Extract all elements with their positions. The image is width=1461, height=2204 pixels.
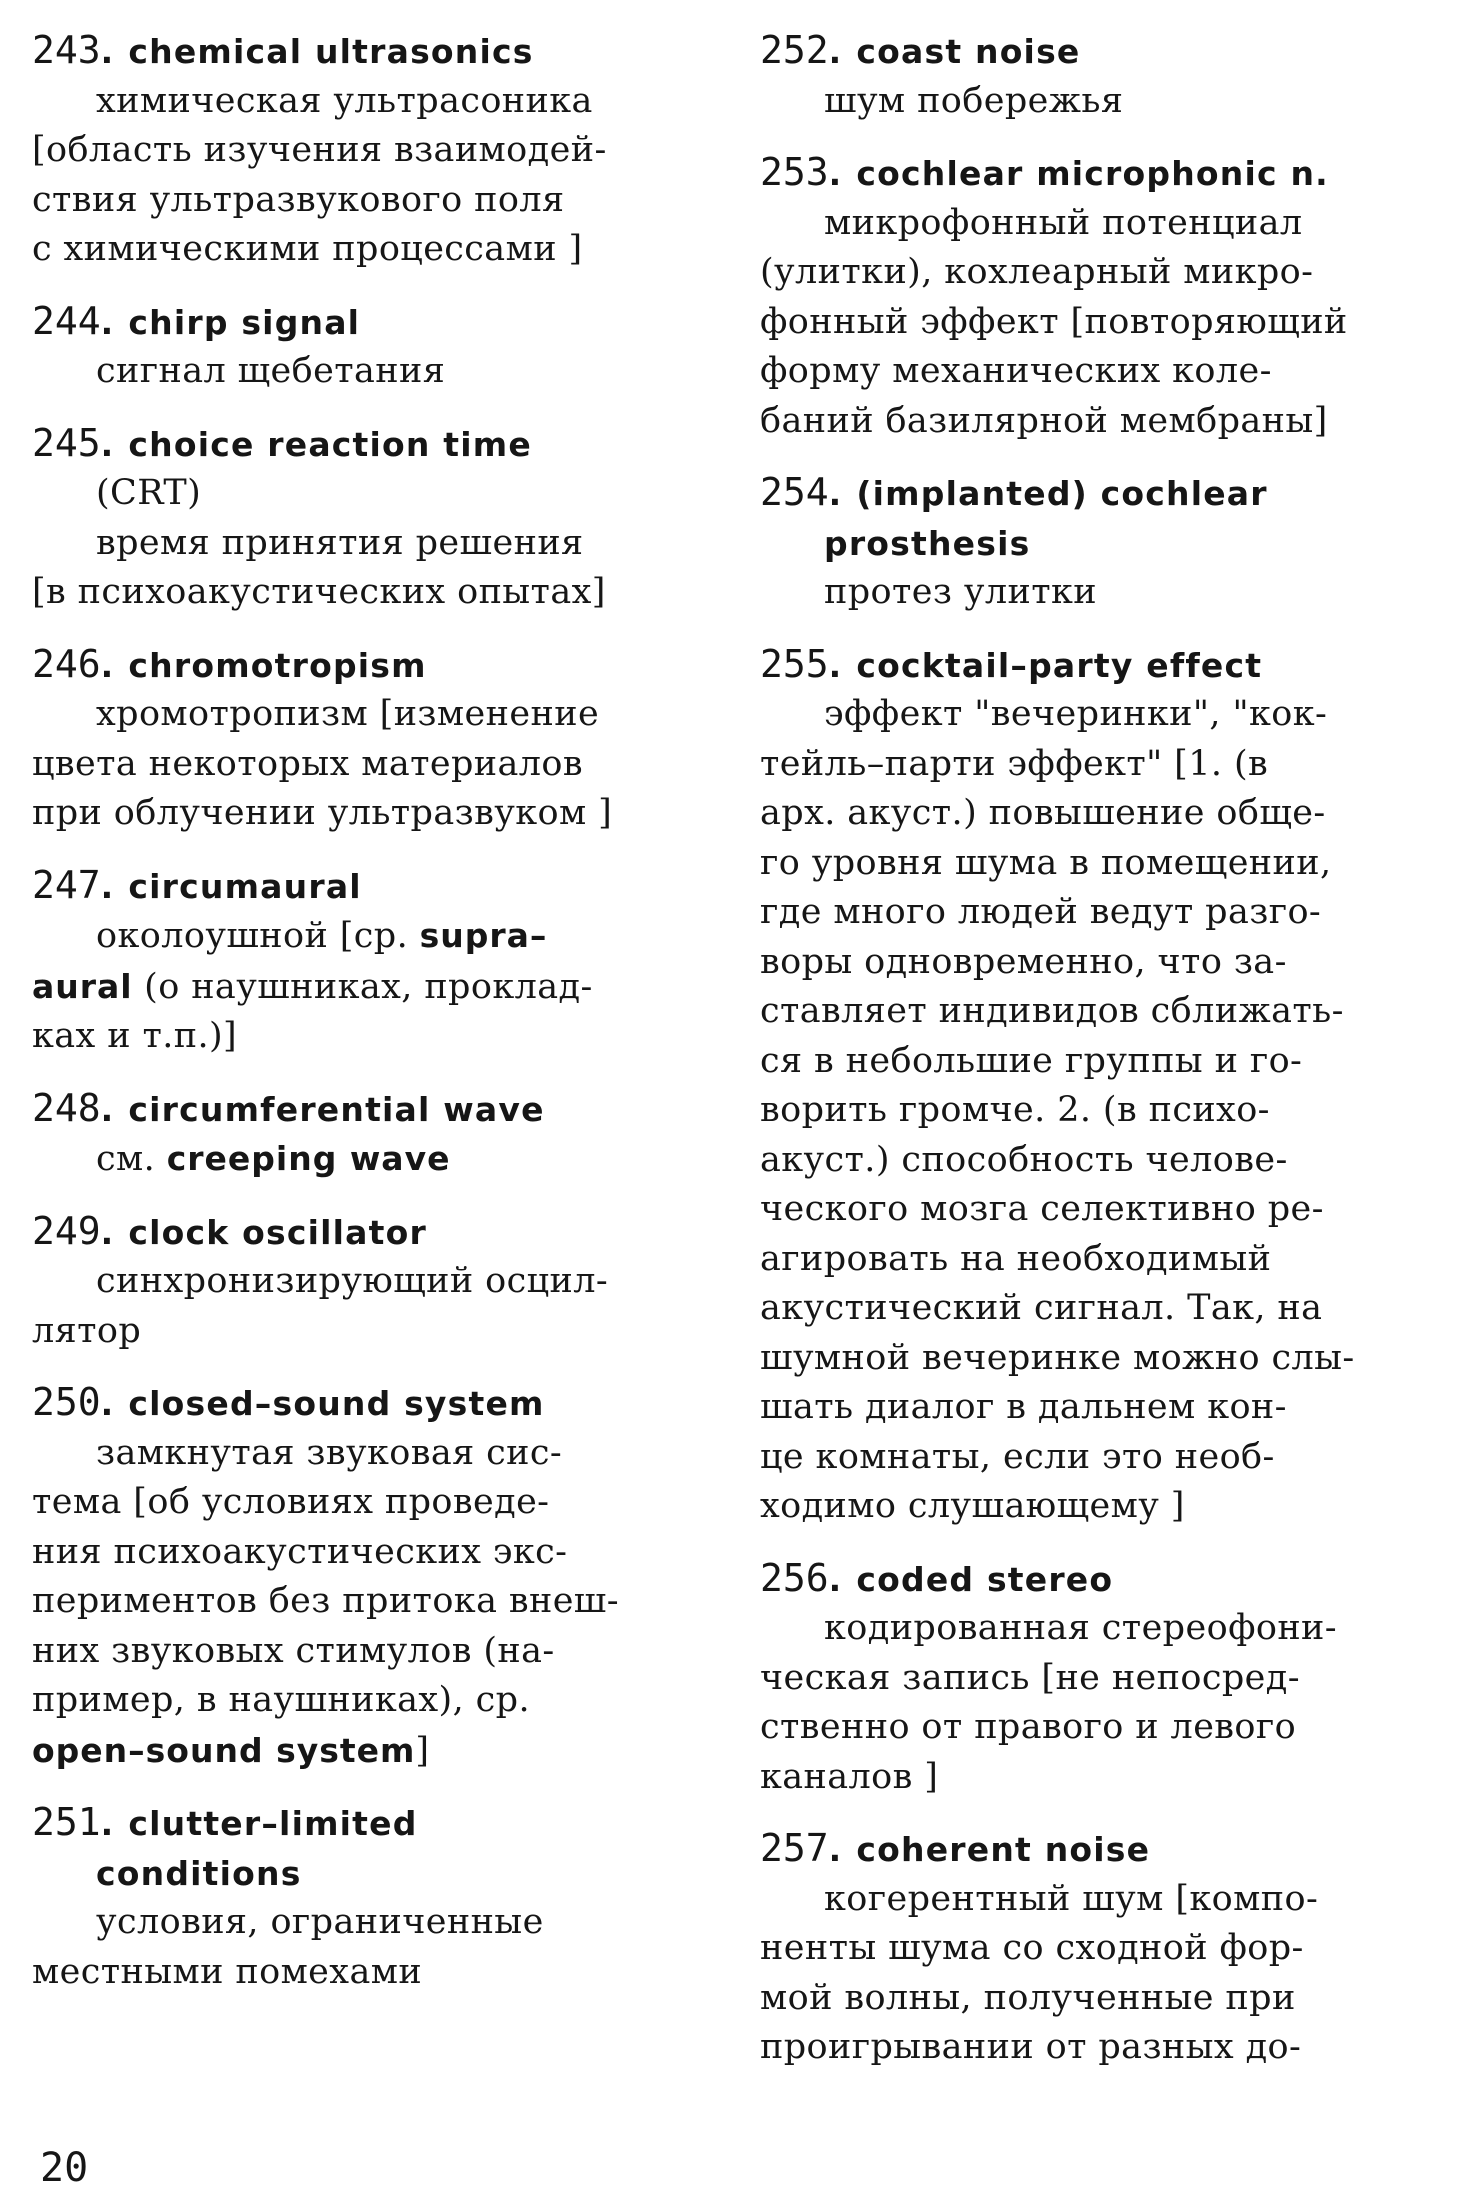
dictionary-entry — [760, 26, 1430, 126]
entry-text-line — [32, 1429, 712, 1479]
entry-text-line — [32, 225, 712, 275]
line-text: эффект "вечеринки", "кок- — [824, 694, 1328, 734]
entry-text-line — [760, 1086, 1430, 1136]
entry-term: (implanted) cochlear — [856, 474, 1268, 513]
dictionary-entry — [760, 148, 1430, 446]
entry-text-line — [32, 690, 712, 740]
entry-term-line — [32, 640, 712, 691]
entry-term: coast noise — [856, 32, 1081, 71]
dictionary-entry — [760, 1554, 1430, 1803]
line-text: ках и т.п.)] — [32, 1016, 238, 1056]
entry-number-dot: . — [100, 1384, 115, 1423]
entry-number-dot: . — [100, 1804, 115, 1843]
dictionary-entry — [32, 419, 712, 618]
line-text: ворить громче. 2. (в психо- — [760, 1090, 1270, 1130]
entry-number-dot: . — [828, 1559, 843, 1599]
entry-term-line — [32, 1084, 712, 1135]
entry-text-line — [760, 519, 1430, 569]
entry-text-line — [32, 1528, 712, 1578]
line-text: тейль–парти эффект" [1. (в — [760, 743, 1269, 784]
dictionary-entry — [32, 640, 712, 839]
entry-term: clutter–limited — [128, 1804, 418, 1843]
line-text: ческая запись [не непосред- — [760, 1657, 1300, 1698]
line-text: химическая ультрасоника — [96, 80, 593, 121]
entry-number: 255 — [760, 641, 829, 686]
entry-text-line — [32, 1577, 712, 1627]
entry-number-dot: . — [100, 32, 115, 71]
entry-text-line — [760, 987, 1430, 1037]
entry-number-dot: . — [828, 1830, 843, 1869]
entry-number: 249 — [32, 1208, 101, 1253]
entry-number: 244 — [32, 298, 101, 343]
line-text: цвета некоторых материалов — [32, 743, 584, 784]
entry-text-line — [32, 1478, 712, 1528]
line-text: сигнал щебетания — [96, 351, 446, 391]
entry-text-line — [32, 1012, 712, 1062]
entry-number: 243 — [32, 28, 101, 72]
entry-text-line — [32, 1627, 712, 1677]
entry-text-line — [32, 1134, 712, 1185]
entry-text-line — [760, 248, 1430, 298]
entry-text-line — [760, 1235, 1430, 1285]
entry-text-line — [760, 568, 1430, 618]
entry-term: closed–sound system — [128, 1384, 545, 1423]
entry-text-line — [760, 199, 1430, 249]
entry-text-line — [760, 1284, 1430, 1334]
line-text: условия, ограниченные — [96, 1902, 544, 1942]
entry-term: chirp signal — [128, 302, 361, 342]
entry-number-dot: . — [100, 866, 115, 906]
page-number: 20 — [40, 2145, 89, 2191]
entry-number-dot: . — [828, 154, 843, 193]
line-text: ческого мозга селективно ре- — [760, 1189, 1324, 1229]
entry-text-line — [760, 1433, 1430, 1483]
line-text: ся в небольшие группы и го- — [760, 1040, 1303, 1081]
entry-text-line — [760, 1974, 1430, 2024]
english-cross-reference: aural — [32, 966, 133, 1006]
line-text: где много людей ведут разго- — [760, 892, 1322, 932]
line-text: кодированная стереофони- — [824, 1608, 1338, 1648]
entry-text-line — [760, 1875, 1430, 1925]
entry-number-dot: . — [100, 424, 115, 464]
line-text: микрофонный потенциал — [824, 202, 1303, 243]
entry-text-line — [32, 568, 712, 618]
line-text: баний базилярной мембраны] — [760, 400, 1328, 441]
dictionary-entry — [32, 1378, 712, 1776]
entry-text-line — [32, 789, 712, 839]
line-text: [в психоакустических опытах] — [32, 572, 606, 612]
entry-term: circumferential wave — [128, 1089, 545, 1129]
entry-text-line — [760, 347, 1430, 397]
line-text: фонный эффект [повторяющий — [760, 301, 1348, 342]
entry-number-dot: . — [100, 645, 115, 685]
entry-number-dot: . — [828, 645, 843, 685]
line-text: местными помехами — [32, 1951, 423, 1992]
line-text: го уровня шума в помещении, — [760, 842, 1332, 883]
entry-text-line — [760, 298, 1430, 348]
entry-text-line — [760, 1753, 1430, 1803]
entry-term: coherent noise — [856, 1830, 1151, 1869]
entry-term: coded stereo — [856, 1559, 1114, 1599]
entry-number: 248 — [32, 1085, 101, 1130]
line-text: проигрывании от разных до- — [760, 2027, 1302, 2067]
line-text: них звуковых стимулов (на- — [32, 1630, 555, 1671]
entry-text-line — [760, 1604, 1430, 1654]
line-text: хромотропизм [изменение — [96, 694, 600, 734]
entry-text-line — [760, 690, 1430, 740]
entry-term-line — [760, 1554, 1430, 1605]
entry-term: cocktail–party effect — [856, 645, 1263, 685]
entry-text-line — [32, 911, 712, 962]
entry-text-line — [760, 397, 1430, 447]
entry-text-line — [760, 740, 1430, 790]
entry-term-line — [32, 419, 712, 470]
entry-text-line — [760, 1654, 1430, 1704]
dictionary-entry — [32, 1084, 712, 1185]
entry-text-line — [760, 2023, 1430, 2073]
entry-term: cochlear microphonic n. — [856, 154, 1329, 193]
line-text-after: ] — [415, 1730, 430, 1771]
entry-text-line — [760, 77, 1430, 127]
line-text: синхронизирующий осцил- — [96, 1261, 609, 1301]
entry-term: choice reaction time — [128, 424, 532, 464]
right-column — [760, 26, 1430, 2095]
entry-text-line — [760, 1383, 1430, 1433]
entry-term-line — [32, 26, 712, 77]
line-text: околоушной [ср. — [96, 916, 420, 956]
entry-number-dot: . — [100, 302, 115, 342]
entry-term-line — [32, 297, 712, 348]
dictionary-entry — [32, 26, 712, 275]
entry-text-line — [32, 1726, 712, 1777]
entry-text-line — [32, 1898, 712, 1948]
entry-term-line — [760, 640, 1430, 691]
entry-term-line — [760, 26, 1430, 77]
entry-text-line — [760, 1482, 1430, 1532]
entry-text-line — [760, 1185, 1430, 1235]
entry-term: chromotropism — [128, 645, 427, 685]
entry-number-dot: . — [828, 32, 843, 71]
line-text: ния психоакустических экс- — [32, 1531, 568, 1572]
entry-text-line — [32, 519, 712, 569]
line-text: (CRT) — [96, 473, 202, 513]
entry-term-line — [760, 148, 1430, 199]
line-text: замкнутая звуковая сис- — [96, 1432, 563, 1473]
line-text: протез улитки — [824, 572, 1098, 612]
line-text: ходимо слушающему ] — [760, 1486, 1185, 1526]
entry-number: 256 — [760, 1555, 829, 1600]
english-cross-reference: supra– — [419, 916, 548, 955]
line-text: арх. акуст.) повышение обще- — [760, 793, 1326, 833]
entry-text-line — [32, 962, 712, 1013]
entry-text-line — [32, 1257, 712, 1307]
line-text: лятор — [32, 1310, 142, 1351]
line-text: conditions — [96, 1853, 302, 1893]
dictionary-entry — [760, 640, 1430, 1532]
entry-text-line — [32, 77, 712, 127]
entry-term-line — [32, 1207, 712, 1258]
line-text: тема [об условиях проведе- — [32, 1482, 550, 1522]
line-text: мой волны, полученные при — [760, 1977, 1296, 2018]
entry-text-line — [32, 1849, 712, 1899]
entry-text-line — [32, 347, 712, 397]
entry-term-line — [32, 1798, 712, 1849]
entry-text-line — [32, 126, 712, 176]
line-text: форму механических коле- — [760, 351, 1272, 391]
entry-number-dot: . — [100, 1212, 115, 1252]
entry-term-line — [760, 1824, 1430, 1875]
dictionary-entry — [32, 1798, 712, 1997]
line-text: шум побережья — [824, 80, 1124, 121]
entry-text-line — [32, 1948, 712, 1998]
line-text: агировать на необходимый — [760, 1238, 1272, 1279]
line-text: ствия ультразвукового поля — [32, 179, 565, 220]
entry-text-line — [760, 1703, 1430, 1753]
dictionary-entry — [32, 1207, 712, 1357]
entry-text-line — [760, 1037, 1430, 1087]
line-text: [область изучения взаимодей- — [32, 130, 607, 170]
entry-number: 254 — [760, 470, 829, 514]
entry-number-dot: . — [828, 474, 843, 513]
entry-number: 252 — [760, 28, 829, 72]
left-column — [32, 26, 712, 2019]
english-cross-reference: creeping wave — [166, 1139, 451, 1178]
line-text: с химическими процессами ] — [32, 229, 583, 269]
line-text: ненты шума со сходной фор- — [760, 1928, 1304, 1968]
line-text: когерентный шум [компо- — [824, 1878, 1319, 1919]
line-text: акустический сигнал. Так, на — [760, 1288, 1323, 1328]
entry-term: circumaural — [128, 866, 362, 906]
line-text: см. — [96, 1139, 167, 1179]
line-text: периментов без притока внеш- — [32, 1581, 619, 1621]
entry-term-line — [32, 861, 712, 912]
entry-text-line — [760, 1334, 1430, 1384]
entry-text-line — [760, 888, 1430, 938]
line-text: каналов ] — [760, 1756, 939, 1797]
entry-number: 251 — [32, 1800, 101, 1844]
dictionary-entry — [32, 297, 712, 397]
entry-number: 246 — [32, 641, 101, 686]
entry-text-line — [760, 1136, 1430, 1186]
entry-number: 257 — [760, 1826, 829, 1870]
entry-term-line — [760, 468, 1430, 519]
line-text: шумной вечеринке можно слы- — [760, 1337, 1355, 1378]
entry-text-line — [32, 1676, 712, 1726]
entry-number: 247 — [32, 862, 101, 907]
entry-number: 253 — [760, 150, 829, 194]
line-text: пример, в наушниках), ср. — [32, 1680, 530, 1720]
line-text: при облучении ультразвуком ] — [32, 793, 613, 833]
entry-text-line — [32, 1307, 712, 1357]
entry-number: 245 — [32, 420, 101, 465]
entry-text-line — [760, 839, 1430, 889]
entry-text-line — [760, 1924, 1430, 1974]
entry-text-line — [760, 938, 1430, 988]
english-cross-reference: open–sound system — [32, 1730, 416, 1770]
line-text: ственно от правого и левого — [760, 1707, 1297, 1747]
entry-term: clock oscillator — [128, 1212, 427, 1252]
dictionary-entry — [760, 1824, 1430, 2073]
line-text-after: (о наушниках, проклад- — [132, 966, 593, 1007]
dictionary-entry — [32, 861, 712, 1062]
entry-term: chemical ultrasonics — [128, 32, 534, 71]
entry-number-dot: . — [100, 1089, 115, 1129]
line-text: prosthesis — [824, 523, 1031, 563]
entry-text-line — [760, 789, 1430, 839]
line-text: воры одновременно, что за- — [760, 941, 1287, 982]
entry-text-line — [32, 176, 712, 226]
line-text: (улитки), кохлеарный микро- — [760, 252, 1314, 292]
entry-number: 250 — [32, 1380, 101, 1424]
dictionary-entry — [760, 468, 1430, 618]
entry-term-line — [32, 1378, 712, 1429]
line-text: шать диалог в дальнем кон- — [760, 1387, 1287, 1427]
line-text: акуст.) способность челове- — [760, 1139, 1288, 1180]
entry-text-line — [32, 469, 712, 519]
line-text: це комнаты, если это необ- — [760, 1436, 1275, 1477]
line-text: время принятия решения — [96, 522, 584, 563]
line-text: ставляет индивидов сближать- — [760, 991, 1344, 1031]
entry-text-line — [32, 740, 712, 790]
